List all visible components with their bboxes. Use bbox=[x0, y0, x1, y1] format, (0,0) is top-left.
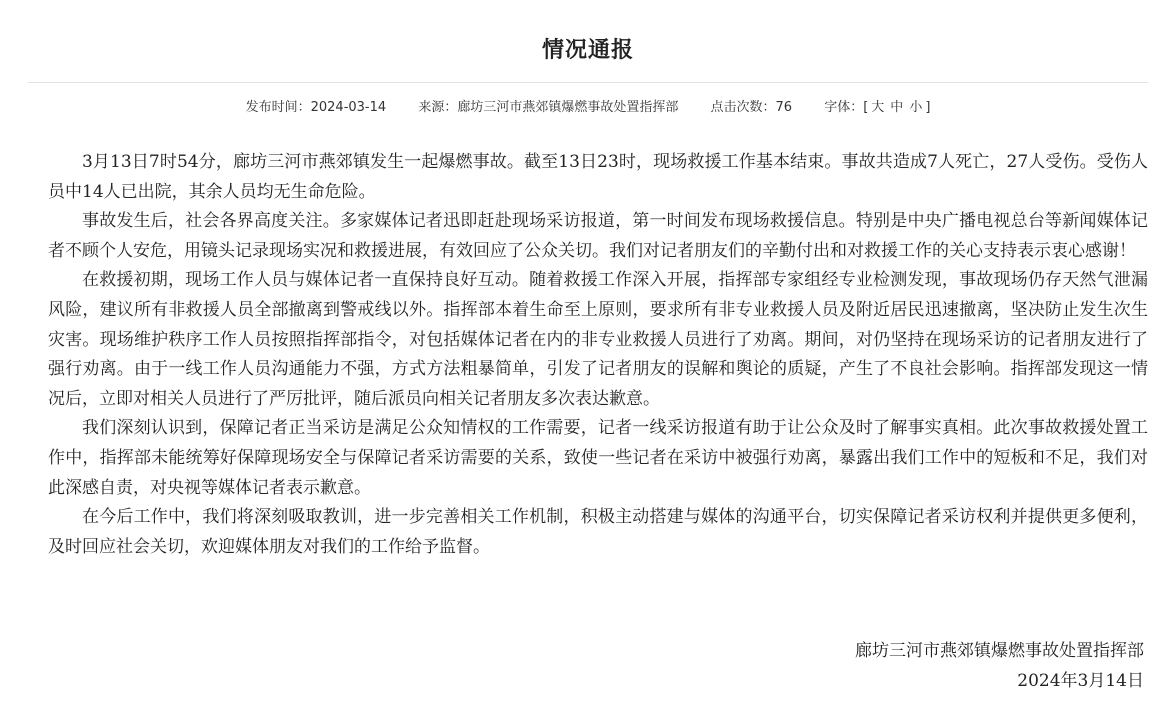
title-divider bbox=[28, 82, 1148, 83]
font-large-button[interactable]: 大 bbox=[871, 100, 885, 115]
paragraph: 我们深刻认识到，保障记者正当采访是满足公众知情权的工作需要，记者一线采访报道有助于让公众及时了解事实真相。此次事故救援处置工作中，指挥部未能统筹好保障现场安全与保障记者采访需要的关系，致使一些记者在采访中被强行劝离，暴露出我们工作中的短板和不足，我们对此深感自责，对央视等媒体记者表示歉意。 bbox=[48, 418, 1148, 498]
click-count bbox=[710, 97, 792, 119]
source-name: 廊坊三河市燕郊镇爆燃事故处置指挥部 bbox=[457, 100, 679, 115]
paragraph: 事故发生后，社会各界高度关注。多家媒体记者迅即赶赴现场采访报道，第一时间发布现场救援信息。特别是中央广播电视总台等新闻媒体记者不顾个人安危，用镜头记录现场实况和救援进展，有效回应了公众关切。我们对记者朋友们的辛勤付出和对救援工作的关心支持表示衷心感谢！ bbox=[48, 211, 1148, 261]
font-bracket-open: [ bbox=[863, 100, 869, 115]
font-medium-button[interactable]: 中 bbox=[890, 100, 904, 115]
article-body bbox=[48, 148, 1148, 562]
signature-org: 廊坊三河市燕郊镇爆燃事故处置指挥部 bbox=[855, 641, 1144, 661]
article-title: 情况通报 bbox=[541, 38, 634, 63]
font-small-button[interactable]: 小 bbox=[909, 100, 923, 115]
publish-label: 发布时间： bbox=[245, 100, 311, 115]
source-label: 来源： bbox=[418, 100, 458, 115]
article-page bbox=[28, 0, 1148, 721]
clicks-value: 76 bbox=[775, 100, 793, 115]
article-meta bbox=[28, 97, 1148, 119]
font-size-control bbox=[824, 97, 930, 119]
signature-date: 2024年3月14日 bbox=[1017, 671, 1144, 691]
source bbox=[418, 97, 678, 119]
publish-time bbox=[246, 97, 387, 119]
paragraph: 在今后工作中，我们将深刻吸取教训，进一步完善相关工作机制，积极主动搭建与媒体的沟通平台，切实保障记者采访权利并提供更多便利，及时回应社会关切，欢迎媒体朋友对我们的工作给予监督。 bbox=[48, 507, 1148, 557]
paragraph: 在救援初期，现场工作人员与媒体记者一直保持良好互动。随着救援工作深入开展，指挥部专家组经专业检测发现，事故现场仍存天然气泄漏风险，建议所有非救援人员全部撤离到警戒线以外。指挥部本着生命至上原则，要求所有非专业救援人员及附近居民迅速撤离，坚决防止发生次生灾害。现场维护秩序工作人员按照指挥部指令，对包括媒体记者在内的非专业救援人员进行了劝离。期间，对仍坚持在现场采访的记者朋友进行了强行劝离。由于一线工作人员沟通能力不强，方式方法粗暴简单，引发了记者朋友的误解和舆论的质疑，产生了不良社会影响。指挥部发现这一情况后，立即对相关人员进行了严厉批评，随后派员向相关记者朋友多次表达歉意。 bbox=[48, 270, 1148, 409]
signature bbox=[855, 636, 1144, 696]
clicks-label: 点击次数： bbox=[710, 100, 776, 115]
font-label: 字体： bbox=[824, 100, 864, 115]
paragraph: 3月13日7时54分，廊坊三河市燕郊镇发生一起爆燃事故。截至13日23时，现场救援工作基本结束。事故共造成7人死亡，27人受伤。受伤人员中14人已出院，其余人员均无生命危险。 bbox=[48, 152, 1148, 202]
publish-date: 2024-03-14 bbox=[310, 100, 387, 115]
font-bracket-close: ] bbox=[925, 100, 931, 115]
